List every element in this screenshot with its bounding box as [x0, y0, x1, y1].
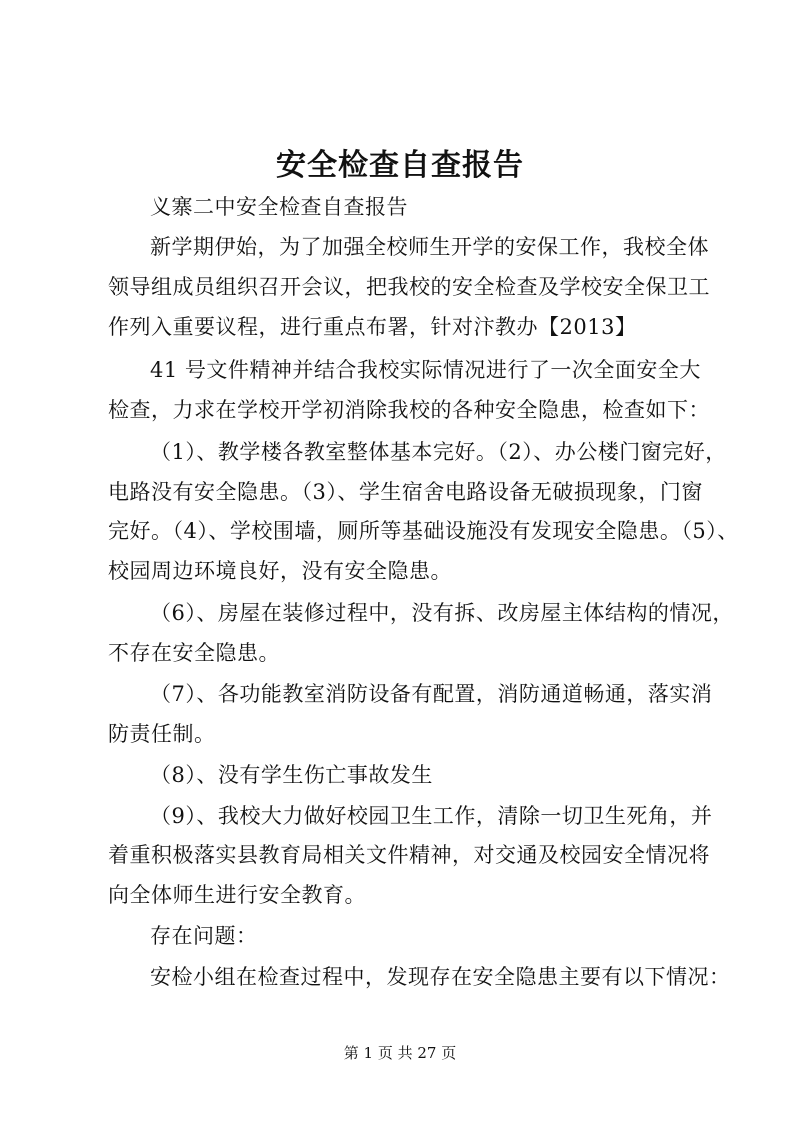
body-line: 新学期伊始，为了加强全校师生开学的安保工作，我校全体 — [150, 235, 709, 259]
body-line: 领导组成员组织召开会议，把我校的安全检查及学校安全保卫工 — [108, 275, 710, 299]
body-line: 不存在安全隐患。 — [108, 641, 280, 665]
body-line: 作列入重要议程，进行重点布署，针对汴教办【2013】 — [108, 315, 637, 339]
page-footer: 第 1 页 共 27 页 — [343, 1044, 457, 1062]
body-line: （9）、我校大力做好校园卫生工作，清除一切卫生死角，并 — [150, 804, 713, 828]
body-line: （6）、房屋在装修过程中，没有拆、改房屋主体结构的情况， — [150, 601, 734, 625]
body-line: 存在问题： — [150, 924, 258, 948]
body-line: 安检小组在检查过程中，发现存在安全隐患主要有以下情况： — [150, 965, 731, 989]
body-line: 防责任制。 — [108, 722, 216, 746]
body-line: （1）、教学楼各教室整体基本完好。（2）、办公楼门窗完好， — [150, 440, 727, 464]
body-line: 完好。（4）、学校围墙，厕所等基础设施没有发现安全隐患。（5）、 — [108, 519, 739, 543]
document-title: 安全检查自查报告 — [276, 148, 524, 183]
body-line: 校园周边环境良好，没有安全隐患。 — [108, 559, 452, 583]
body-line: 义寨二中安全检查自查报告 — [150, 195, 408, 219]
body-line: 检查，力求在学校开学初消除我校的各种安全隐患，检查如下： — [108, 398, 710, 422]
body-line: （7）、各功能教室消防设备有配置，消防通道畅通，落实消 — [150, 682, 713, 706]
body-line: 电路没有安全隐患。（3）、学生宿舍电路设备无破损现象，门窗 — [108, 480, 703, 504]
body-line: 41 号文件精神并结合我校实际情况进行了一次全面安全大 — [150, 358, 701, 382]
body-line: （8）、没有学生伤亡事故发生 — [150, 763, 433, 787]
body-line: 着重积极落实县教育局相关文件精神，对交通及校园安全情况将 — [108, 843, 710, 867]
body-line: 向全体师生进行安全教育。 — [108, 883, 366, 907]
